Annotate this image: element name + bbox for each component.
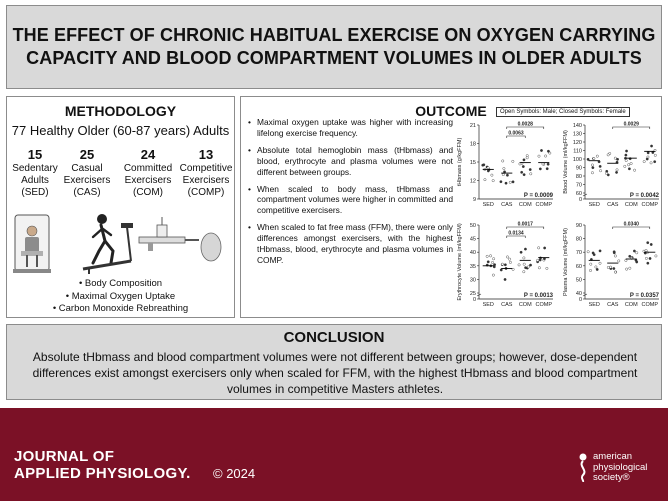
data-point	[546, 267, 548, 269]
data-point	[523, 263, 525, 265]
data-point	[529, 168, 531, 170]
bracket-p-value: 0.0028	[517, 121, 533, 128]
x-tick-label: SED	[482, 202, 494, 208]
measure-item: • Carbon Monoxide Rebreathing	[52, 303, 189, 314]
group-abbr: (COM)	[133, 187, 163, 198]
data-point	[650, 145, 652, 147]
data-point	[599, 250, 601, 252]
y-tick-label: 15	[469, 160, 476, 166]
data-point	[492, 258, 494, 260]
data-point	[492, 274, 494, 276]
data-point	[500, 181, 502, 183]
data-point	[629, 255, 631, 257]
x-tick-label: CAS	[501, 202, 513, 208]
y-tick-label: 0	[578, 297, 582, 303]
data-point	[547, 163, 549, 165]
data-point	[542, 163, 544, 165]
data-point	[625, 159, 627, 161]
aps-logo-icon	[576, 452, 590, 482]
data-point	[625, 268, 627, 270]
data-point	[592, 166, 594, 168]
data-point	[523, 271, 525, 273]
group-label: Committed	[123, 163, 173, 174]
data-point	[506, 256, 508, 258]
body-composition-chamber-icon	[13, 215, 51, 273]
data-point	[539, 259, 541, 261]
x-tick-label: SED	[588, 202, 600, 208]
data-point	[546, 168, 548, 170]
data-point	[487, 261, 489, 263]
x-tick-label: COMP	[535, 302, 552, 308]
data-point	[655, 255, 657, 257]
data-point	[633, 250, 635, 252]
x-tick-label: COMP	[641, 302, 658, 308]
y-tick-label: 60	[575, 191, 582, 197]
data-point	[599, 262, 601, 264]
data-point	[527, 266, 529, 268]
data-point	[614, 255, 616, 257]
x-tick-label: CAS	[501, 302, 513, 308]
data-point	[593, 157, 595, 159]
x-tick-label: COM	[518, 302, 532, 308]
group-abbr: (COMP)	[187, 187, 225, 198]
outcome-bullet: • Maximal oxygen uptake was higher with increasing lifelong exercise frequency.	[245, 117, 453, 139]
x-tick-label: SED	[588, 302, 600, 308]
conclusion-panel	[6, 324, 662, 400]
data-point	[596, 268, 598, 270]
data-point	[645, 257, 647, 259]
y-tick-label: 80	[575, 174, 582, 180]
data-point	[596, 155, 598, 157]
group-count: 24	[140, 147, 156, 162]
data-point	[512, 181, 514, 183]
data-point	[650, 162, 652, 164]
y-tick-label: 100	[572, 157, 582, 163]
y-tick-label: 9	[472, 197, 476, 203]
data-point	[613, 267, 615, 269]
outcome-bullet: • When scaled to fat free mass (FFM), there were only differences amongst exercisers, with the highest tHbmass, blood, erythrocyte and plasma volumes in COMP.	[245, 222, 453, 266]
data-point	[509, 181, 511, 183]
outcome-charts	[453, 119, 661, 317]
data-point	[605, 172, 607, 174]
data-point	[591, 172, 593, 174]
y-tick-label: 0	[472, 297, 476, 303]
data-point	[489, 255, 491, 257]
data-point	[501, 263, 503, 265]
data-point	[491, 174, 493, 176]
data-point	[625, 259, 627, 261]
y-tick-label: 21	[469, 123, 476, 129]
data-point	[523, 159, 525, 161]
data-point	[599, 165, 601, 167]
x-tick-label: SED	[482, 302, 494, 308]
data-point	[647, 152, 649, 154]
data-point	[512, 160, 514, 162]
methodology-subtitle: 77 Healthy Older (60-87 years) Adults	[11, 123, 230, 138]
group-label: Exercisers	[182, 175, 230, 186]
y-axis-label: tHbmass (g/kgFFM)	[457, 137, 463, 187]
data-point	[500, 269, 502, 271]
group-comp	[176, 147, 236, 199]
data-point	[505, 182, 507, 184]
data-point	[486, 255, 488, 257]
data-point	[647, 241, 649, 243]
data-point	[591, 164, 593, 166]
y-tick-label: 30	[469, 277, 476, 284]
data-point	[519, 163, 521, 165]
y-tick-label: 130	[572, 131, 582, 138]
y-tick-label: 50	[575, 277, 582, 284]
group-label: Exercisers	[124, 175, 172, 186]
data-point	[524, 248, 526, 250]
data-point	[547, 150, 549, 152]
data-point	[650, 243, 652, 245]
overall-p-value: P = 0.0042	[629, 193, 659, 199]
data-point	[649, 257, 651, 259]
measure-item: • Body Composition	[78, 278, 163, 289]
data-point	[646, 158, 648, 160]
data-point	[616, 169, 618, 171]
group-sed	[5, 147, 65, 199]
bracket-p-value: 0.0029	[623, 121, 639, 128]
data-point	[502, 160, 504, 162]
data-point	[483, 164, 485, 166]
data-point	[502, 173, 504, 175]
y-tick-label: 40	[469, 250, 476, 257]
outcome-heading: OUTCOME	[415, 103, 487, 119]
measures-list	[7, 278, 234, 316]
data-point	[628, 168, 630, 170]
data-point	[624, 165, 626, 167]
data-point	[589, 269, 591, 271]
data-point	[503, 167, 505, 169]
data-point	[607, 154, 609, 156]
data-point	[625, 154, 627, 156]
data-point	[540, 149, 542, 151]
y-axis-label: Erythrocyte Volume (ml/kgFFM)	[457, 223, 463, 301]
data-point	[647, 262, 649, 264]
x-tick-label: COMP	[535, 202, 552, 208]
data-point	[625, 150, 627, 152]
y-tick-label: 70	[575, 182, 582, 189]
data-point	[630, 162, 632, 164]
data-point	[615, 171, 617, 173]
y-tick-label: 50	[469, 223, 476, 229]
outcome-bullet: • When scaled to body mass, tHbmass and compartment volumes were higher in committed and competitive exercisers.	[245, 184, 453, 217]
data-point	[636, 252, 638, 254]
methodology-heading: METHODOLOGY	[64, 103, 177, 119]
data-point	[526, 157, 528, 159]
data-point	[538, 155, 540, 157]
data-point	[614, 271, 616, 273]
data-point	[590, 263, 592, 265]
bracket-p-value: 0.0134	[508, 230, 524, 237]
data-point	[543, 247, 545, 249]
x-tick-label: COMP	[641, 202, 658, 208]
y-tick-label: 18	[469, 141, 476, 148]
y-tick-label: 60	[575, 263, 582, 270]
group-label: Adults	[21, 175, 49, 186]
data-point	[592, 252, 594, 254]
y-tick-label: 120	[572, 140, 582, 146]
y-tick-label: 90	[575, 223, 582, 229]
page-title: THE EFFECT OF CHRONIC HABITUAL EXERCISE ON OXYGEN CARRYING CAPACITY AND BLOOD COMPARTMENT VOLUMES IN OLDER ADULTS	[12, 25, 656, 68]
data-point	[587, 158, 589, 160]
data-point	[492, 179, 494, 181]
data-point	[522, 165, 524, 167]
group-abbr: (CAS)	[73, 187, 101, 198]
x-tick-label: CAS	[607, 302, 619, 308]
data-point	[523, 257, 525, 259]
group-label: Sedentary	[12, 163, 58, 174]
group-count: 25	[79, 147, 95, 162]
y-axis-label: Plasma Volume (ml/kgFFM)	[563, 228, 569, 296]
data-point	[645, 249, 647, 251]
y-tick-label: 90	[575, 165, 582, 172]
method-illustrations	[7, 207, 236, 279]
y-tick-label: 45	[469, 236, 476, 243]
group-label: Competitive	[179, 163, 233, 174]
data-point	[520, 251, 522, 253]
x-tick-label: COM	[624, 202, 638, 208]
data-point	[491, 261, 493, 263]
group-count: 13	[198, 147, 214, 162]
data-point	[487, 167, 489, 169]
measure-item: • Maximal Oxygen Uptake	[65, 290, 176, 302]
data-point	[595, 266, 597, 268]
data-point	[536, 259, 538, 261]
y-tick-label: 35	[469, 263, 476, 270]
copyright-text: © 2024	[213, 466, 256, 481]
x-tick-label: CAS	[607, 202, 619, 208]
data-point	[599, 170, 601, 172]
data-point	[504, 264, 506, 266]
data-point	[643, 160, 645, 162]
y-tick-label: 0	[578, 197, 582, 203]
y-tick-label: 40	[575, 291, 582, 297]
bracket-p-value: 0.0063	[508, 130, 524, 137]
group-abbr: (SED)	[21, 187, 49, 198]
data-point	[587, 251, 589, 253]
group-count: 15	[27, 147, 43, 162]
data-point	[520, 171, 522, 173]
y-tick-label: 70	[575, 250, 582, 257]
data-point	[627, 164, 629, 166]
data-point	[537, 247, 539, 249]
data-point	[609, 266, 611, 268]
overall-p-value: P = 0.0009	[523, 193, 553, 199]
symbol-legend-note: Open Symbols: Male; Closed Symbols: Female	[496, 107, 630, 117]
data-point	[506, 174, 508, 176]
data-point	[614, 157, 616, 159]
data-point	[654, 154, 656, 156]
co-rebreathing-apparatus-icon	[139, 217, 221, 261]
data-point	[509, 261, 511, 263]
data-point	[613, 251, 615, 253]
title-banner	[6, 5, 662, 89]
y-tick-label: 12	[469, 178, 476, 185]
outcome-bullet: • Absolute total hemoglobin mass (tHbmass) and blood, erythrocyte and plasma volumes were not different between groups.	[245, 145, 453, 178]
society-logo-text: american physiological society®	[593, 451, 648, 483]
data-point	[529, 264, 531, 266]
data-point	[539, 168, 541, 170]
y-tick-label: 110	[573, 148, 582, 155]
data-point	[504, 278, 506, 280]
data-point	[633, 169, 635, 171]
treadmill-runner-icon	[83, 214, 133, 274]
data-point	[607, 266, 609, 268]
data-point	[544, 155, 546, 157]
data-point	[616, 158, 618, 160]
data-point	[618, 260, 620, 262]
outcome-panel	[240, 96, 662, 318]
overall-p-value: P = 0.0357	[629, 293, 659, 299]
y-tick-label: 80	[575, 236, 582, 243]
group-com	[118, 147, 178, 199]
data-point	[530, 173, 532, 175]
methodology-panel	[6, 96, 235, 318]
group-cas	[57, 147, 117, 199]
data-point	[518, 264, 520, 266]
data-point	[538, 267, 540, 269]
y-axis-label: Blood Volume (ml/kgFFM)	[563, 130, 569, 194]
conclusion-text: Absolute tHbmass and blood compartment volumes were not different between groups; however, dose-dependent differences exist amongst exercisers only when scaled for FFM, with the highest tHbmass and blood compartment volumes in competitive Masters athletes.	[32, 350, 638, 396]
data-point	[487, 170, 489, 172]
x-tick-label: COM	[518, 202, 532, 208]
y-tick-label: 25	[469, 291, 476, 297]
group-label: Casual	[71, 163, 103, 174]
data-point	[484, 178, 486, 180]
journal-logo: JOURNAL OF APPLIED PHYSIOLOGY.	[14, 448, 191, 482]
x-tick-label: COM	[624, 302, 638, 308]
footer-banner	[0, 408, 668, 501]
bracket-p-value: 0.0340	[623, 221, 639, 228]
overall-p-value: P = 0.0013	[523, 293, 553, 299]
bracket-p-value: 0.0017	[517, 221, 533, 228]
data-point	[629, 267, 631, 269]
group-label: Exercisers	[63, 175, 111, 186]
data-point	[653, 161, 655, 163]
outcome-bullets	[245, 117, 453, 272]
y-tick-label: 140	[572, 123, 582, 129]
data-point	[523, 173, 525, 175]
conclusion-heading: CONCLUSION	[283, 329, 385, 346]
data-point	[508, 258, 510, 260]
